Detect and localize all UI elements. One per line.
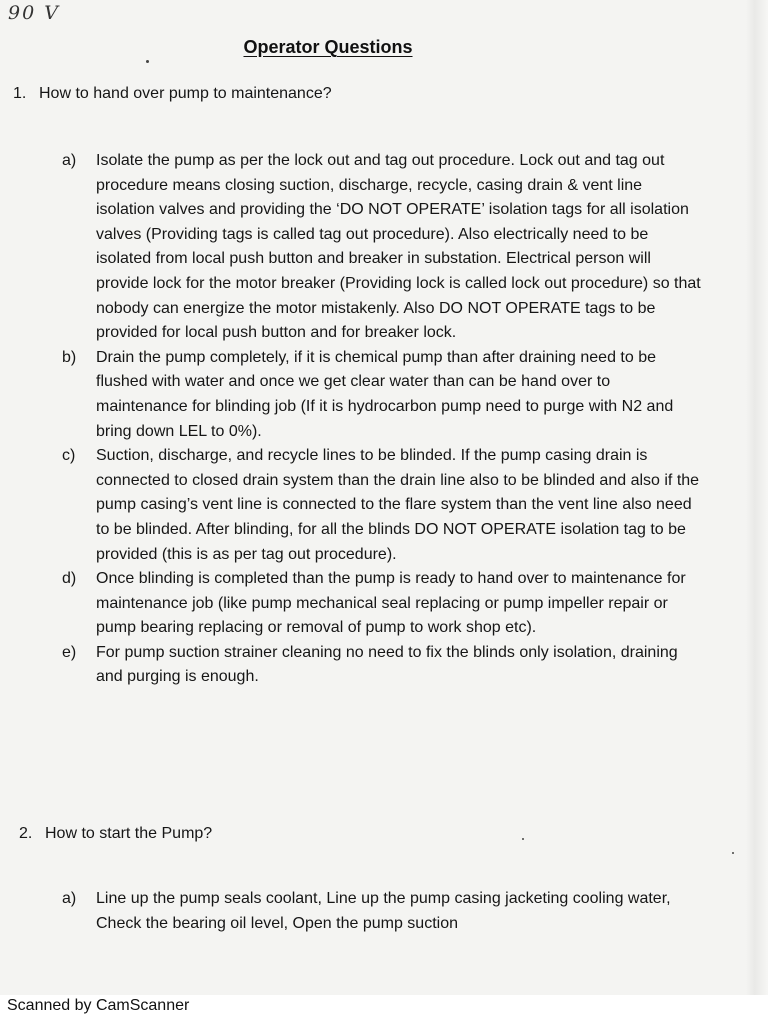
question-number: 2. <box>19 825 33 842</box>
answer-letter: d) <box>62 570 77 588</box>
question-2-answers <box>62 887 702 936</box>
page-edge-shadow <box>746 0 768 995</box>
answer-text: Drain the pump completely, if it is chemical pump than after draining need to be flushed with water and once we get clear water than can be hand over to maintenance for blinding job (If it is hydrocarbon pump need to purge with N2 and bring down LEL to 0%). <box>96 348 674 440</box>
answer-letter: a) <box>62 152 77 169</box>
answer-item <box>62 346 702 444</box>
question-text: How to hand over pump to maintenance? <box>39 85 332 102</box>
answer-letter: e) <box>62 643 77 661</box>
question-1 <box>13 85 332 103</box>
answer-letter: a) <box>62 890 77 907</box>
question-number: 1. <box>13 85 27 102</box>
handwritten-note: 90 V <box>8 2 60 24</box>
answer-item <box>62 887 702 936</box>
answer-text: Suction, discharge, and recycle lines to be blinded. If the pump casing drain is connected to closed drain system than the drain line also to be blinded and also if the pump casing’s vent line is connected to the flare system than the vent line also need to be blinded. After blinding, for all the blinds DO NOT OPERATE isolation tag to be provided (this is as per tag out procedure). <box>96 447 700 563</box>
answer-item <box>62 567 702 641</box>
question-1-answers <box>62 149 702 690</box>
scan-speck <box>732 852 734 854</box>
answer-letter: c) <box>62 447 76 465</box>
scan-speck <box>522 838 524 840</box>
answer-text: For pump suction strainer cleaning no need to fix the blinds only isolation, draining and purging is enough. <box>96 643 678 686</box>
answer-text: Once blinding is completed than the pump is ready to hand over to maintenance for maintenance job (like pump mechanical seal replacing or pump impeller repair or pump bearing replacing or removal of pump to work shop etc). <box>96 570 686 637</box>
answer-text: Line up the pump seals coolant, Line up the pump casing jacketing cooling water, Check the bearing oil level, Open the pump suction <box>96 890 671 932</box>
scan-speck <box>146 60 149 63</box>
answer-item <box>62 149 702 346</box>
page-title: Operator Questions <box>243 37 413 57</box>
question-text: How to start the Pump? <box>45 825 213 842</box>
answer-item <box>62 444 702 567</box>
answer-letter: b) <box>62 348 77 366</box>
answer-item <box>62 641 702 690</box>
question-2 <box>19 825 212 843</box>
scan-footer-text: Scanned by CamScanner <box>7 997 190 1014</box>
answer-text: Isolate the pump as per the lock out and tag out procedure. Lock out and tag out procedure means closing suction, discharge, recycle, casing drain & vent line isolation valves and providing the ‘DO NOT OPERATE’ isolation tags for all isolation valves (Providing tags is called tag out procedure). Also electrically need to be isolated from local push button and breaker in substation. Electrical person will provide lock for the motor breaker (Providing lock is called lock out procedure) so that nobody can energize the motor mistakenly. Also DO NOT OPERATE tags to be provided for local push button and for breaker lock. <box>96 152 701 342</box>
